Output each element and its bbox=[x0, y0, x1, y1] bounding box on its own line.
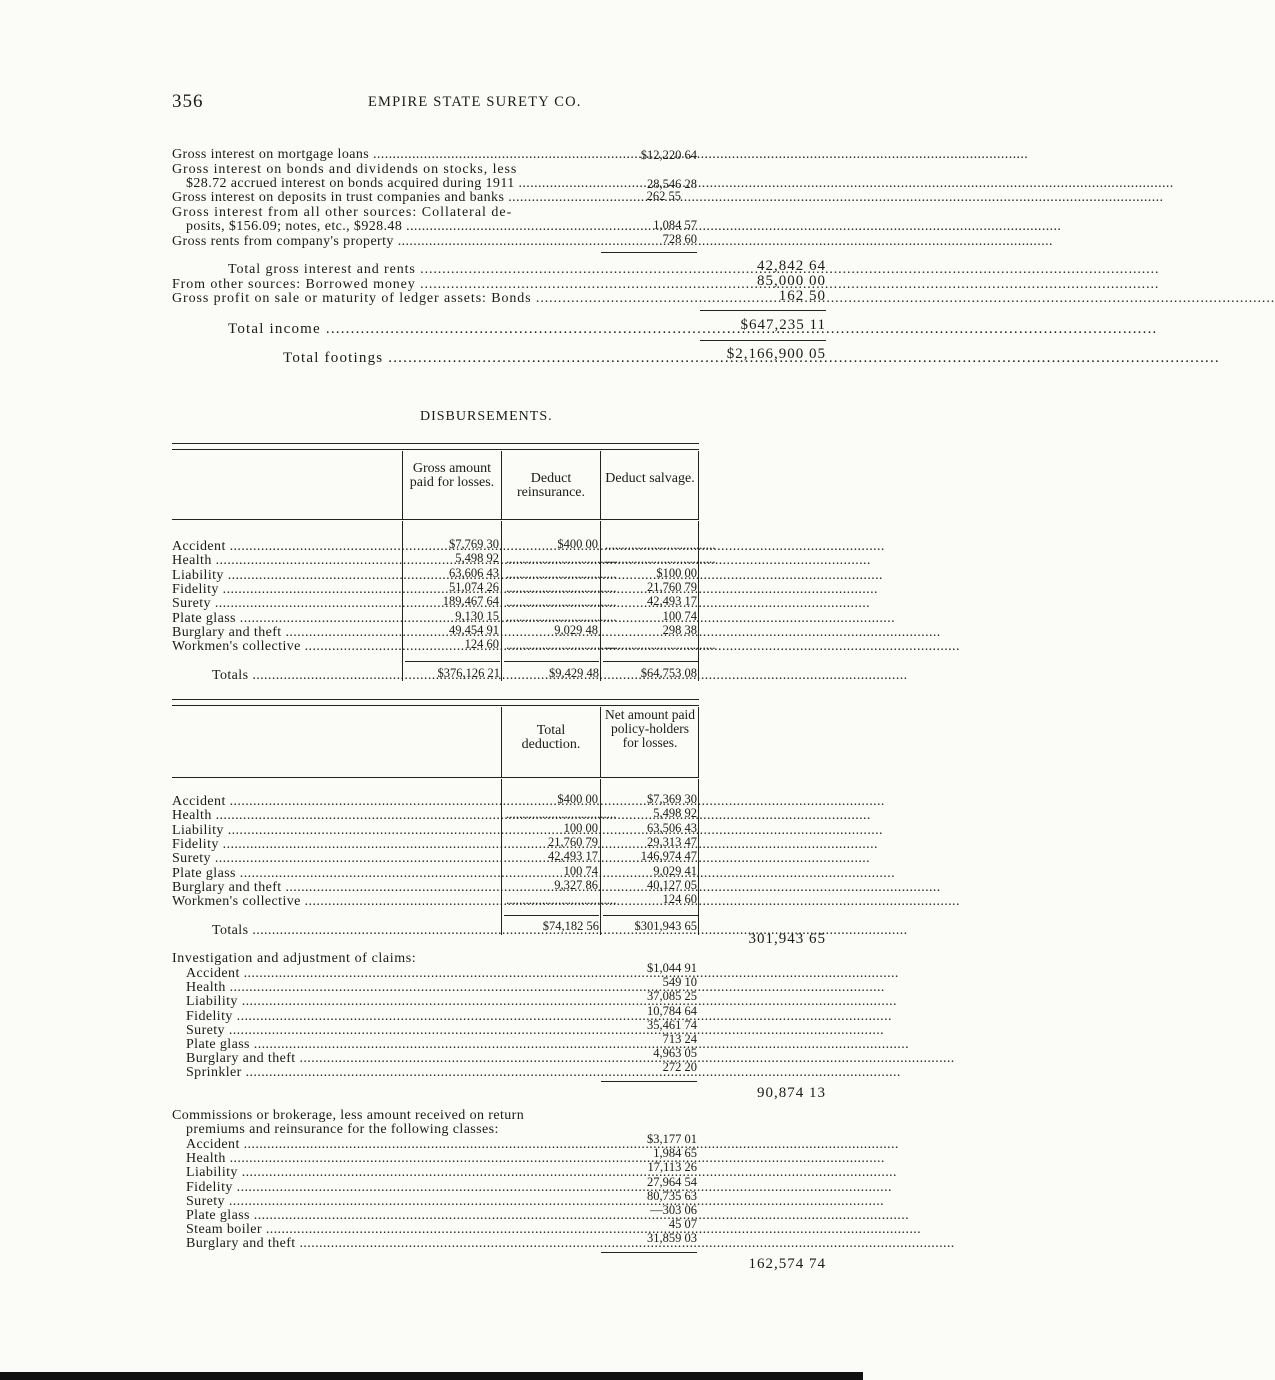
income-amount: 28,546 28 bbox=[647, 177, 697, 191]
column-rule bbox=[501, 451, 502, 519]
column-rule bbox=[600, 451, 601, 519]
table-cell-gross: 5,498 92 bbox=[455, 551, 499, 566]
table-cell-empty: .................................. bbox=[506, 806, 617, 822]
table-row-label: Surety ..... bbox=[172, 597, 400, 611]
list-item-amount: 1,984 65 bbox=[653, 1146, 697, 1161]
column-header: Deduct reinsurance. bbox=[516, 471, 586, 500]
list-item-amount: 549 10 bbox=[662, 975, 697, 990]
table-cell-total: 42,493 17 bbox=[548, 849, 598, 864]
table-row-label: Plate glass ..... bbox=[172, 612, 400, 626]
table-cell-reins: $400 00 bbox=[557, 537, 598, 551]
table-cell-gross: 51,074 26 bbox=[449, 579, 499, 594]
totals-reinsurance: $9,429 48 bbox=[549, 666, 599, 680]
list-item-amount: 80,735 63 bbox=[647, 1188, 697, 1203]
total-interest-amount: 42,842 64 bbox=[757, 258, 826, 274]
table-cell-empty: .................................. bbox=[506, 579, 617, 595]
income-label-cont: $28.72 accrued interest on bonds acquired during 1911 ..... bbox=[186, 177, 602, 191]
income-label: Gross rents from company's property ..... bbox=[172, 235, 602, 249]
list-item-amount: 27,964 54 bbox=[647, 1174, 697, 1189]
table-row-label: Workmen's collective ..... bbox=[172, 895, 498, 909]
list-item-amount: 45 07 bbox=[668, 1217, 697, 1232]
table-cell-salvage: 42,493 17 bbox=[647, 594, 697, 609]
investigation-heading: Investigation and adjustment of claims: bbox=[172, 951, 417, 966]
table-cell-total: 100 00 bbox=[563, 820, 598, 835]
list-item-label: Fidelity ..... bbox=[186, 1181, 600, 1195]
list-item-label: Liability ..... bbox=[186, 1166, 600, 1180]
table-cell-empty: .................................. bbox=[605, 551, 716, 567]
table-cell-gross: 9,130 15 bbox=[455, 608, 499, 623]
investigation-total: 90,874 13 bbox=[757, 1085, 826, 1101]
list-item-label: Accident ..... bbox=[186, 1138, 600, 1152]
table-row-label: Plate glass ..... bbox=[172, 867, 498, 881]
totals-label: Totals ..... bbox=[212, 669, 402, 683]
table-row-label: Workmen's collective ..... bbox=[172, 640, 400, 654]
column-rule bbox=[501, 707, 502, 777]
table-row-label: Health ..... bbox=[172, 554, 400, 568]
table-cell-empty: .................................. bbox=[506, 637, 617, 653]
income-label-cont: posits, $156.09; notes, etc., $928.48 ..... bbox=[186, 220, 602, 234]
income-amount: $12,220 64 bbox=[640, 148, 697, 162]
borrowed-amount: 85,000 00 bbox=[757, 273, 826, 289]
column-rule bbox=[698, 451, 699, 519]
table-rule bbox=[172, 699, 699, 700]
column-header: Deduct salvage. bbox=[605, 471, 695, 486]
table-rule bbox=[405, 661, 500, 662]
table-row-label: Liability ..... bbox=[172, 824, 498, 838]
table-cell-empty: .................................. bbox=[506, 594, 617, 610]
list-item-label: Plate glass ..... bbox=[186, 1209, 600, 1223]
table-cell-net: 29,313 47 bbox=[647, 834, 697, 849]
table-rule bbox=[504, 661, 599, 662]
table-row-label: Burglary and theft ..... bbox=[172, 881, 498, 895]
table-cell-empty: .................................. bbox=[506, 551, 617, 567]
table-row-label: Accident ..... bbox=[172, 540, 400, 554]
table-cell-gross: 49,454 91 bbox=[449, 622, 499, 637]
column-header: Total deduction. bbox=[521, 723, 581, 752]
column-rule bbox=[402, 451, 403, 519]
table-rule bbox=[172, 449, 699, 450]
table-cell-total: 100 74 bbox=[563, 863, 598, 878]
page-title: EMPIRE STATE SURETY CO. bbox=[368, 94, 582, 110]
commissions-total: 162,574 74 bbox=[748, 1256, 826, 1272]
table-cell-gross: 189,467 64 bbox=[442, 594, 499, 609]
table-rule bbox=[172, 519, 699, 520]
commissions-heading-cont: premiums and reinsurance for the following classes: bbox=[186, 1122, 499, 1137]
list-item-amount: $3,177 01 bbox=[647, 1132, 697, 1146]
page-edge bbox=[0, 1372, 863, 1380]
table-cell-net: 124 60 bbox=[662, 892, 697, 907]
totals-salvage: $64,753 08 bbox=[640, 666, 697, 680]
list-item-label: Health ..... bbox=[186, 1152, 600, 1166]
borrowed-label: From other sources: Borrowed money ..... bbox=[172, 278, 696, 292]
table-cell-total: 9,327 86 bbox=[554, 877, 598, 892]
commissions-heading: Commissions or brokerage, less amount received on return bbox=[172, 1108, 525, 1123]
totals-net: $301,943 65 bbox=[634, 919, 697, 933]
table-cell-empty: .................................. bbox=[506, 892, 617, 908]
list-item-label: Plate glass ..... bbox=[186, 1038, 600, 1052]
list-item-amount: 272 20 bbox=[662, 1060, 697, 1075]
table-cell-net: $7,369 30 bbox=[647, 792, 697, 806]
table-cell-gross: 63,606 43 bbox=[449, 565, 499, 580]
disbursements-title: DISBURSEMENTS. bbox=[420, 409, 553, 424]
income-amount: 1,084 57 bbox=[653, 218, 697, 232]
table-cell-salvage: 298 38 bbox=[662, 622, 697, 637]
income-label: Gross interest on bonds and dividends on stocks, less bbox=[172, 162, 518, 177]
list-item-label: Burglary and theft ..... bbox=[186, 1052, 600, 1066]
totals-gross: $376,126 21 bbox=[437, 666, 500, 680]
list-item-amount: 4,963 05 bbox=[653, 1046, 697, 1061]
rule bbox=[601, 1252, 697, 1253]
table-cell-net: 40,127 05 bbox=[647, 877, 697, 892]
list-item-amount: 10,784 64 bbox=[647, 1003, 697, 1018]
income-label: Gross interest on deposits in trust companies and banks ..... bbox=[172, 191, 602, 205]
table-cell-salvage: 21,760 79 bbox=[647, 579, 697, 594]
list-item-label: Health ..... bbox=[186, 981, 600, 995]
table-cell-gross: 124 60 bbox=[464, 637, 499, 652]
table-cell-net: 9,029 41 bbox=[653, 863, 697, 878]
page-number: 356 bbox=[172, 91, 204, 112]
list-item-amount: 713 24 bbox=[662, 1032, 697, 1046]
totals-label: Totals ..... bbox=[212, 924, 500, 938]
table-cell-salvage: $100 00 bbox=[656, 565, 697, 580]
list-item-amount: 31,859 03 bbox=[647, 1231, 697, 1246]
table-cell-gross: $7,769 30 bbox=[449, 537, 499, 551]
table-rule bbox=[172, 705, 699, 706]
table-cell-net: 63,506 43 bbox=[647, 820, 697, 835]
table-cell-empty: .................................. bbox=[506, 608, 617, 624]
table-row-label: Surety ..... bbox=[172, 852, 498, 866]
net-losses-carried: 301,943 65 bbox=[748, 931, 826, 947]
table-row-label: Liability ..... bbox=[172, 569, 400, 583]
total-income-label: Total income ..... bbox=[228, 322, 696, 336]
rule bbox=[601, 1081, 697, 1082]
table-cell-salvage: 100 74 bbox=[662, 608, 697, 623]
list-item-label: Surety ..... bbox=[186, 1024, 600, 1038]
list-item-amount: $1,044 91 bbox=[647, 961, 697, 975]
list-item-amount: 35,461 74 bbox=[647, 1017, 697, 1032]
total-footings-label: Total footings ..... bbox=[283, 351, 696, 365]
list-item-label: Steam boiler ..... bbox=[186, 1223, 600, 1237]
list-item-label: Burglary and theft ..... bbox=[186, 1237, 600, 1251]
list-item-label: Fidelity ..... bbox=[186, 1010, 600, 1024]
list-item-amount: —303 06 bbox=[650, 1203, 697, 1217]
total-interest-label: Total gross interest and rents ..... bbox=[228, 263, 696, 277]
table-cell-total: $400 00 bbox=[557, 792, 598, 806]
bonds-amount: 162 50 bbox=[778, 288, 826, 304]
bonds-label: Gross profit on sale or maturity of ledger assets: Bonds ..... bbox=[172, 292, 696, 306]
table-cell-reins: 9,029 48 bbox=[554, 622, 598, 637]
totals-deduction: $74,182 56 bbox=[542, 919, 599, 933]
rule bbox=[700, 340, 826, 341]
table-cell-net: 5,498 92 bbox=[653, 806, 697, 821]
table-rule bbox=[172, 443, 699, 444]
table-rule bbox=[172, 777, 699, 778]
table-rule bbox=[603, 661, 698, 662]
income-amount: 262 55 bbox=[646, 189, 681, 203]
rule bbox=[601, 252, 697, 253]
list-item-label: Surety ..... bbox=[186, 1195, 600, 1209]
list-item-label: Sprinkler ..... bbox=[186, 1066, 600, 1080]
table-row-label: Accident ..... bbox=[172, 795, 498, 809]
income-label: Gross interest from all other sources: Collateral de- bbox=[172, 205, 513, 220]
rule bbox=[700, 310, 826, 311]
income-label: Gross interest on mortgage loans ..... bbox=[172, 148, 602, 162]
table-cell-empty: .................................. bbox=[605, 637, 716, 653]
table-row-label: Fidelity ..... bbox=[172, 583, 400, 597]
table-cell-net: 146,974 47 bbox=[640, 849, 697, 864]
table-cell-empty: .................................. bbox=[605, 537, 716, 552]
column-rule bbox=[600, 707, 601, 777]
table-row-label: Fidelity ..... bbox=[172, 838, 498, 852]
table-rule bbox=[504, 915, 599, 916]
list-item-label: Accident ..... bbox=[186, 967, 600, 981]
table-rule bbox=[603, 915, 698, 916]
list-item-label: Liability ..... bbox=[186, 995, 600, 1009]
column-header: Net amount paid policy-holders for losses. bbox=[605, 707, 695, 750]
column-header: Gross amount paid for losses. bbox=[409, 461, 495, 490]
list-item-amount: 17,113 26 bbox=[647, 1160, 697, 1175]
table-cell-total: 21,760 79 bbox=[548, 834, 598, 849]
list-item-amount: 37,085 25 bbox=[647, 989, 697, 1004]
income-amount: 728 60 bbox=[662, 232, 697, 246]
table-row-label: Burglary and theft ..... bbox=[172, 626, 400, 640]
total-footings-amount: $2,166,900 05 bbox=[726, 346, 826, 362]
table-row-label: Health ..... bbox=[172, 809, 498, 823]
column-rule bbox=[698, 707, 699, 777]
total-income-amount: $647,235 11 bbox=[740, 317, 826, 333]
table-cell-empty: .................................. bbox=[506, 565, 617, 581]
